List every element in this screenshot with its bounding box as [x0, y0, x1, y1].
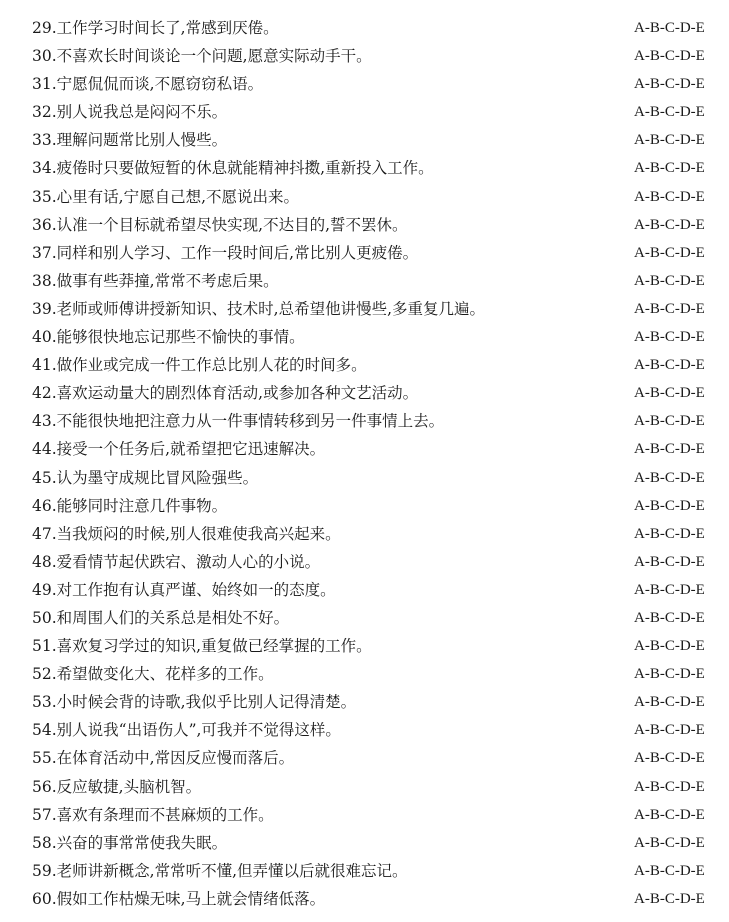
question-row — [0, 801, 729, 829]
question-statement: 认准一个目标就希望尽快实现,不达目的,誓不罢休。 — [56, 215, 408, 234]
question-row — [0, 773, 729, 801]
question-row — [0, 885, 729, 913]
question-statement: 不能很快地把注意力从一件事情转移到另一件事情上去。 — [56, 412, 445, 431]
question-statement: 喜欢有条理而不甚麻烦的工作。 — [56, 805, 274, 824]
answer-scale: A-B-C-D-E — [634, 188, 705, 205]
question-text — [32, 126, 227, 154]
question-statement: 心里有话,宁愿自己想,不愿说出来。 — [56, 187, 300, 206]
answer-scale: A-B-C-D-E — [634, 890, 705, 907]
question-text — [32, 660, 274, 688]
question-number: 58. — [32, 833, 57, 852]
question-row — [0, 126, 729, 154]
question-statement: 做作业或完成一件工作总比别人花的时间多。 — [56, 356, 367, 375]
question-number: 52. — [32, 665, 57, 684]
question-row — [0, 295, 729, 323]
question-row — [0, 42, 729, 70]
question-row — [0, 660, 729, 688]
answer-scale: A-B-C-D-E — [634, 357, 705, 374]
question-row — [0, 492, 729, 520]
question-number: 38. — [32, 271, 57, 290]
answer-scale: A-B-C-D-E — [634, 778, 705, 795]
question-text — [32, 520, 341, 548]
question-statement: 认为墨守成规比冒风险强些。 — [56, 468, 259, 487]
question-text — [32, 829, 227, 857]
question-text — [32, 407, 444, 435]
answer-scale: A-B-C-D-E — [634, 413, 705, 430]
question-text — [32, 857, 408, 885]
question-row — [0, 239, 729, 267]
answer-scale: A-B-C-D-E — [634, 525, 705, 542]
answer-scale: A-B-C-D-E — [634, 132, 705, 149]
question-number: 48. — [32, 552, 57, 571]
question-statement: 喜欢复习学过的知识,重复做已经掌握的工作。 — [56, 637, 372, 656]
answer-scale: A-B-C-D-E — [634, 553, 705, 570]
question-number: 56. — [32, 777, 57, 796]
question-text — [32, 773, 201, 801]
question-text — [32, 604, 289, 632]
answer-scale: A-B-C-D-E — [634, 694, 705, 711]
answer-scale: A-B-C-D-E — [634, 160, 705, 177]
question-number: 53. — [32, 693, 57, 712]
question-statement: 同样和别人学习、工作一段时间后,常比别人更疲倦。 — [56, 243, 419, 262]
question-number: 46. — [32, 496, 57, 515]
question-number: 54. — [32, 721, 57, 740]
question-row — [0, 744, 729, 772]
question-text — [32, 716, 341, 744]
answer-scale: A-B-C-D-E — [634, 76, 705, 93]
question-statement: 假如工作枯燥无味,马上就会情绪低落。 — [56, 889, 326, 908]
question-number: 57. — [32, 805, 57, 824]
question-row — [0, 379, 729, 407]
question-text — [32, 323, 305, 351]
question-row — [0, 435, 729, 463]
question-statement: 喜欢运动量大的剧烈体育活动,或参加各种文艺活动。 — [56, 384, 419, 403]
question-number: 30. — [32, 47, 57, 66]
question-statement: 能够很快地忘记那些不愉快的事情。 — [56, 328, 305, 347]
question-statement: 反应敏捷,头脑机智。 — [56, 777, 202, 796]
question-number: 34. — [32, 159, 57, 178]
question-number: 45. — [32, 468, 57, 487]
question-row — [0, 829, 729, 857]
question-statement: 希望做变化大、花样多的工作。 — [56, 665, 274, 684]
question-row — [0, 716, 729, 744]
question-text — [32, 14, 279, 42]
answer-scale: A-B-C-D-E — [634, 272, 705, 289]
question-row — [0, 604, 729, 632]
question-statement: 接受一个任务后,就希望把它迅速解决。 — [56, 440, 326, 459]
question-number: 33. — [32, 131, 57, 150]
question-text — [32, 464, 258, 492]
question-number: 55. — [32, 749, 57, 768]
question-row — [0, 14, 729, 42]
question-number: 29. — [32, 19, 57, 37]
question-text — [32, 98, 227, 126]
question-text — [32, 379, 418, 407]
answer-scale: A-B-C-D-E — [634, 104, 705, 121]
answer-scale: A-B-C-D-E — [634, 497, 705, 514]
question-text — [32, 492, 227, 520]
question-statement: 在体育活动中,常因反应慢而落后。 — [56, 749, 295, 768]
question-row — [0, 407, 729, 435]
question-number: 39. — [32, 299, 57, 318]
answer-scale: A-B-C-D-E — [634, 806, 705, 823]
answer-scale: A-B-C-D-E — [634, 20, 705, 36]
question-text — [32, 351, 367, 379]
question-number: 32. — [32, 103, 57, 122]
question-row — [0, 323, 729, 351]
question-statement: 老师或师傅讲授新知识、技术时,总希望他讲慢些,多重复几遍。 — [56, 299, 486, 318]
question-statement: 工作学习时间长了,常感到厌倦。 — [56, 19, 279, 37]
question-number: 42. — [32, 384, 57, 403]
answer-scale: A-B-C-D-E — [634, 385, 705, 402]
question-number: 36. — [32, 215, 57, 234]
answer-scale: A-B-C-D-E — [634, 300, 705, 317]
question-text — [32, 267, 279, 295]
question-row — [0, 98, 729, 126]
answer-scale: A-B-C-D-E — [634, 216, 705, 233]
answer-scale: A-B-C-D-E — [634, 441, 705, 458]
answer-scale: A-B-C-D-E — [634, 862, 705, 879]
question-statement: 理解问题常比别人慢些。 — [56, 131, 228, 150]
answer-scale: A-B-C-D-E — [634, 329, 705, 346]
question-number: 47. — [32, 524, 57, 543]
question-row — [0, 688, 729, 716]
question-text — [32, 435, 325, 463]
question-statement: 别人说我“出语伤人”,可我并不觉得这样。 — [56, 721, 341, 740]
question-number: 60. — [32, 889, 57, 908]
answer-scale: A-B-C-D-E — [634, 581, 705, 598]
question-text — [32, 154, 434, 182]
question-text — [32, 885, 325, 913]
question-row — [0, 632, 729, 660]
question-statement: 对工作抱有认真严谨、始终如一的态度。 — [56, 580, 336, 599]
question-statement: 爱看情节起伏跌宕、激动人心的小说。 — [56, 552, 321, 571]
question-number: 43. — [32, 412, 57, 431]
question-text — [32, 576, 336, 604]
question-statement: 能够同时注意几件事物。 — [56, 496, 228, 515]
answer-scale: A-B-C-D-E — [634, 48, 705, 65]
question-statement: 老师讲新概念,常常听不懂,但弄懂以后就很难忘记。 — [56, 861, 408, 880]
question-statement: 宁愿侃侃而谈,不愿窃窃私语。 — [56, 75, 264, 94]
answer-scale: A-B-C-D-E — [634, 834, 705, 851]
question-text — [32, 70, 263, 98]
question-row — [0, 183, 729, 211]
question-text — [32, 632, 372, 660]
question-text — [32, 211, 408, 239]
question-statement: 当我烦闷的时候,别人很难使我高兴起来。 — [56, 524, 341, 543]
question-row — [0, 154, 729, 182]
question-row — [0, 267, 729, 295]
question-statement: 疲倦时只要做短暂的休息就能精神抖擞,重新投入工作。 — [56, 159, 434, 178]
question-text — [32, 183, 299, 211]
answer-scale: A-B-C-D-E — [634, 609, 705, 626]
question-number: 59. — [32, 861, 57, 880]
question-statement: 别人说我总是闷闷不乐。 — [56, 103, 228, 122]
question-row — [0, 576, 729, 604]
answer-scale: A-B-C-D-E — [634, 750, 705, 767]
question-statement: 兴奋的事常常使我失眠。 — [56, 833, 228, 852]
question-text — [32, 239, 418, 267]
answer-scale: A-B-C-D-E — [634, 469, 705, 486]
question-text — [32, 42, 372, 70]
question-text — [32, 548, 320, 576]
question-row — [0, 351, 729, 379]
question-number: 31. — [32, 75, 57, 94]
question-number: 37. — [32, 243, 57, 262]
question-number: 51. — [32, 637, 57, 656]
answer-scale: A-B-C-D-E — [634, 666, 705, 683]
question-statement: 小时候会背的诗歌,我似乎比别人记得清楚。 — [56, 693, 357, 712]
question-number: 44. — [32, 440, 57, 459]
question-row — [0, 464, 729, 492]
answer-scale: A-B-C-D-E — [634, 722, 705, 739]
question-text — [32, 801, 274, 829]
answer-scale: A-B-C-D-E — [634, 638, 705, 655]
question-number: 50. — [32, 608, 57, 627]
question-row — [0, 70, 729, 98]
question-row — [0, 548, 729, 576]
question-statement: 和周围人们的关系总是相处不好。 — [56, 608, 290, 627]
question-statement: 不喜欢长时间谈论一个问题,愿意实际动手干。 — [56, 47, 372, 66]
question-text — [32, 688, 356, 716]
question-statement: 做事有些莽撞,常常不考虑后果。 — [56, 271, 279, 290]
question-number: 40. — [32, 328, 57, 347]
question-row — [0, 520, 729, 548]
question-row — [0, 211, 729, 239]
question-number: 49. — [32, 580, 57, 599]
question-text — [32, 295, 485, 323]
answer-scale: A-B-C-D-E — [634, 244, 705, 261]
question-row — [0, 857, 729, 885]
question-number: 41. — [32, 356, 57, 375]
question-text — [32, 744, 294, 772]
question-number: 35. — [32, 187, 57, 206]
